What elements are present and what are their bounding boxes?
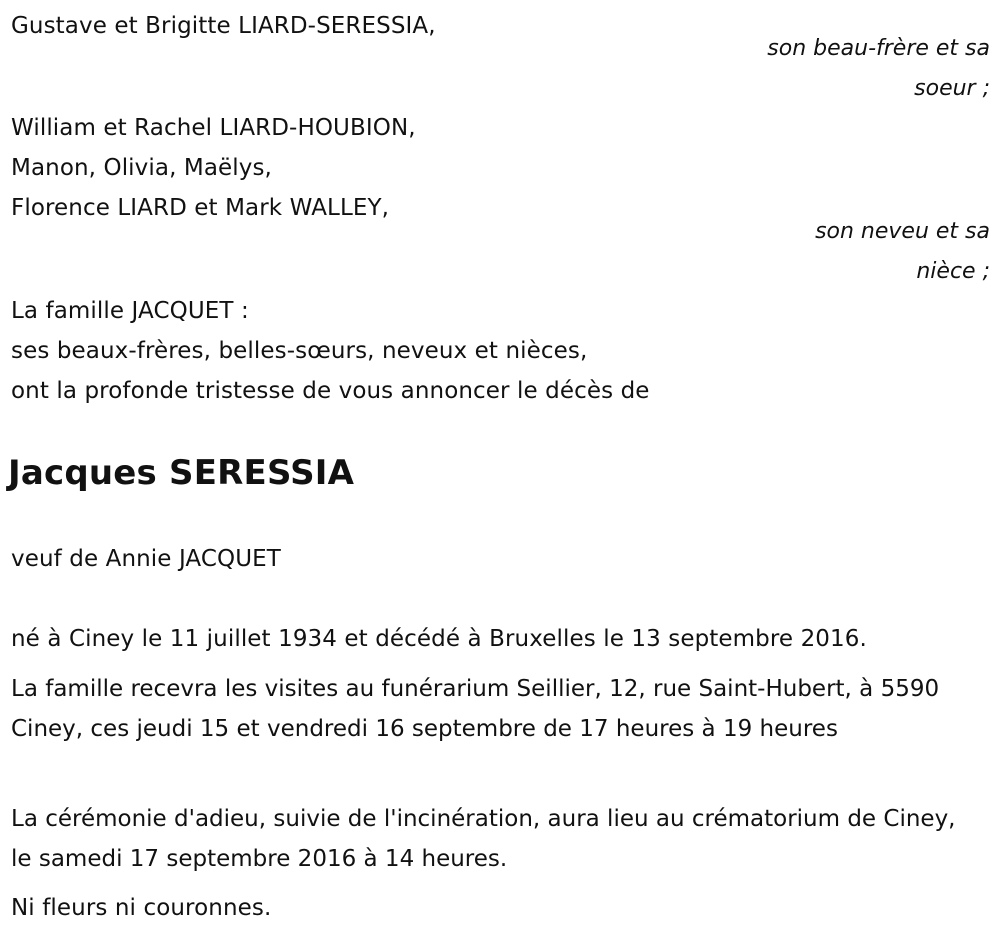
relation-nephew-niece-line1: son neveu et sa — [815, 219, 990, 244]
death-notice — [8, 0, 990, 938]
family-line-children: Manon, Olivia, Maëlys, — [11, 155, 272, 181]
announcement-line: ont la profonde tristesse de vous annoncer le décès de — [11, 378, 650, 404]
relation-nephew-niece-line2: nièce ; — [916, 259, 990, 284]
deceased-name: Jacques SERESSIA — [8, 453, 355, 493]
visits-paragraph: La famille recevra les visites au funérarium Seillier, 12, rue Saint-Hubert, à 5590 Ciney, ces jeudi 15 et vendredi 16 septembre de 17 heures à 19 heures — [11, 676, 940, 742]
family-line-liard-seressia: Gustave et Brigitte LIARD-SERESSIA, — [11, 13, 436, 39]
family-line-liard-walley: Florence LIARD et Mark WALLEY, — [11, 195, 390, 221]
family-line-liard-houbion: William et Rachel LIARD-HOUBION, — [11, 115, 416, 141]
flowers-line: Ni fleurs ni couronnes. — [11, 895, 272, 921]
relation-brother-sister-in-law-line2: soeur ; — [914, 76, 990, 101]
birth-death-line: né à Ciney le 11 juillet 1934 et décédé à Bruxelles le 13 septembre 2016. — [11, 626, 867, 652]
widow-of-line: veuf de Annie JACQUET — [11, 546, 281, 572]
ceremony-paragraph: La cérémonie d'adieu, suivie de l'incinération, aura lieu au crématorium de Ciney, le samedi 17 septembre 2016 à 14 heures. — [11, 806, 956, 872]
family-line-in-laws: ses beaux-frères, belles-sœurs, neveux et nièces, — [11, 338, 588, 364]
relation-brother-sister-in-law-line1: son beau-frère et sa — [767, 36, 990, 61]
family-line-jacquet: La famille JACQUET : — [11, 298, 249, 324]
